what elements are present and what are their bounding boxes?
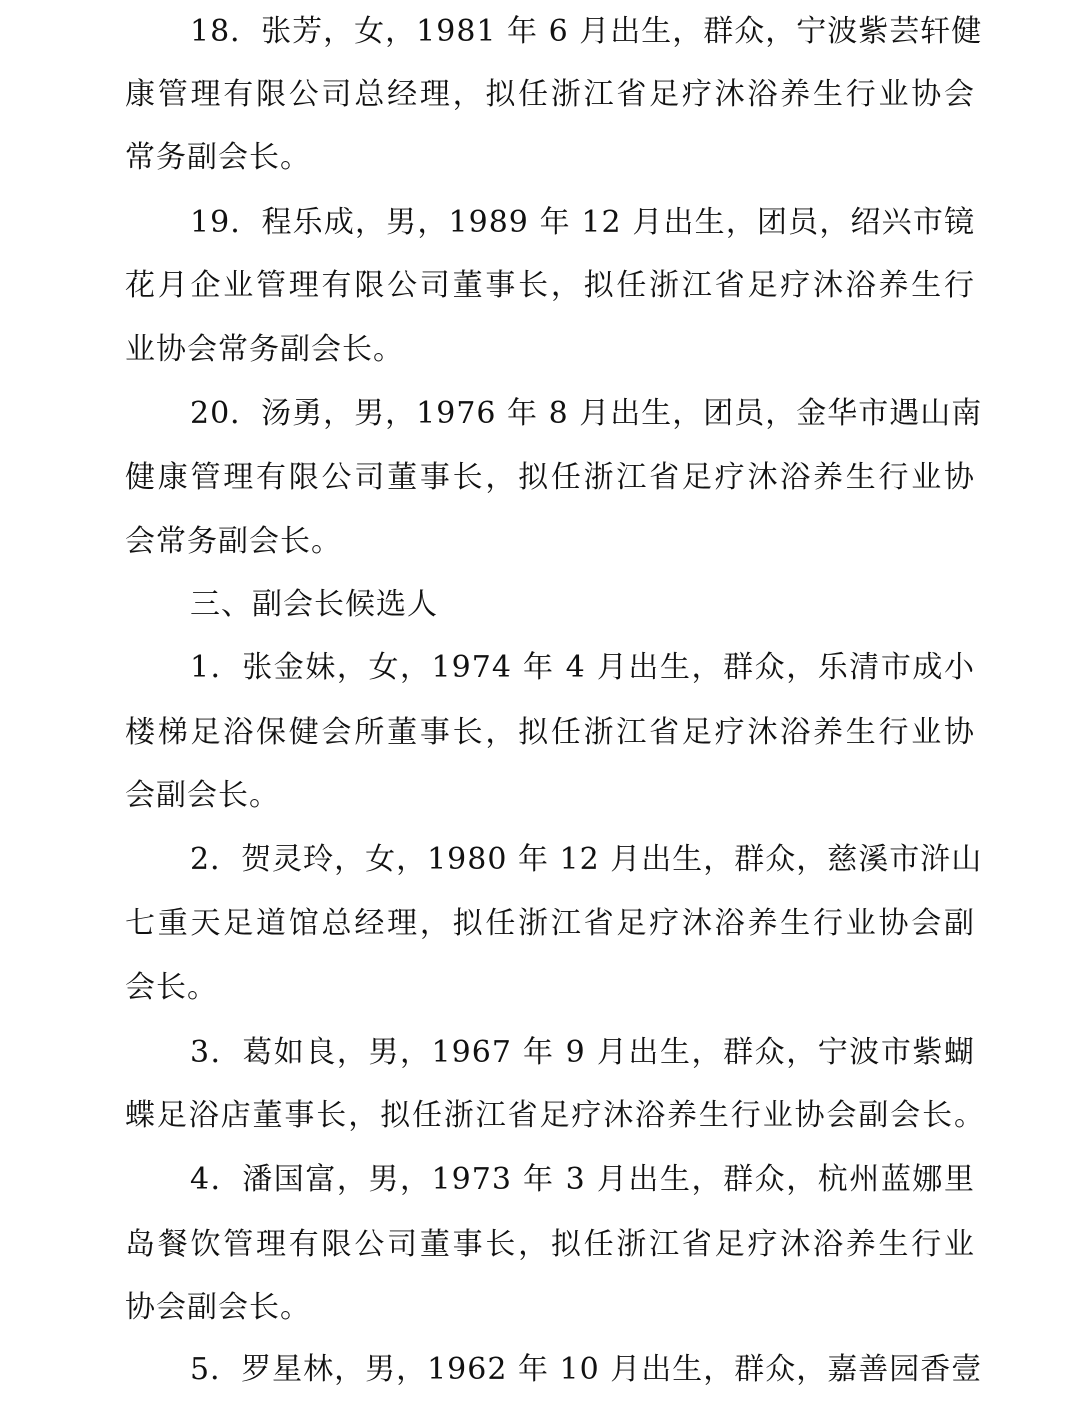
paragraph-line: 会长。: [125, 970, 218, 1005]
paragraph-line: 1．张金妹，女，1974 年 4 月出生，群众，乐清市成小: [190, 650, 975, 685]
paragraph-line: 5．罗星林，男，1962 年 10 月出生，群众，嘉善园香壹: [190, 1352, 983, 1387]
paragraph-line: 会副会长。: [125, 778, 280, 813]
paragraph-line: 常务副会长。: [125, 140, 311, 175]
paragraph-line: 岛餐饮管理有限公司董事长，拟任浙江省足疗沐浴养生行业: [125, 1227, 975, 1262]
paragraph-line: 19．程乐成，男，1989 年 12 月出生，团员，绍兴市镜: [190, 205, 975, 240]
paragraph-line: 会常务副会长。: [125, 524, 342, 559]
paragraph-line: 20．汤勇，男，1976 年 8 月出生，团员，金华市遇山南: [190, 396, 983, 431]
paragraph-line: 楼梯足浴保健会所董事长，拟任浙江省足疗沐浴养生行业协: [125, 715, 975, 750]
paragraph-line: 业协会常务副会长。: [125, 332, 404, 367]
paragraph-line: 花月企业管理有限公司董事长，拟任浙江省足疗沐浴养生行: [125, 268, 975, 303]
paragraph-line: 协会副会长。: [125, 1290, 311, 1325]
paragraph-line: 康管理有限公司总经理，拟任浙江省足疗沐浴养生行业协会: [125, 77, 975, 112]
section-heading: 三、副会长候选人: [190, 587, 438, 622]
paragraph-line: 18．张芳，女，1981 年 6 月出生，群众，宁波紫芸轩健: [190, 14, 983, 49]
paragraph-line: 七重天足道馆总经理，拟任浙江省足疗沐浴养生行业协会副: [125, 906, 975, 941]
paragraph-line: 2．贺灵玲，女，1980 年 12 月出生，群众，慈溪市浒山: [190, 842, 983, 877]
paragraph-line: 4．潘国富，男，1973 年 3 月出生，群众，杭州蓝娜里: [190, 1162, 975, 1197]
paragraph-line: 3．葛如良，男，1967 年 9 月出生，群众，宁波市紫蝴: [190, 1035, 975, 1070]
paragraph-line: 健康管理有限公司董事长，拟任浙江省足疗沐浴养生行业协: [125, 460, 975, 495]
paragraph-line: 蝶足浴店董事长，拟任浙江省足疗沐浴养生行业协会副会长。: [125, 1098, 985, 1133]
